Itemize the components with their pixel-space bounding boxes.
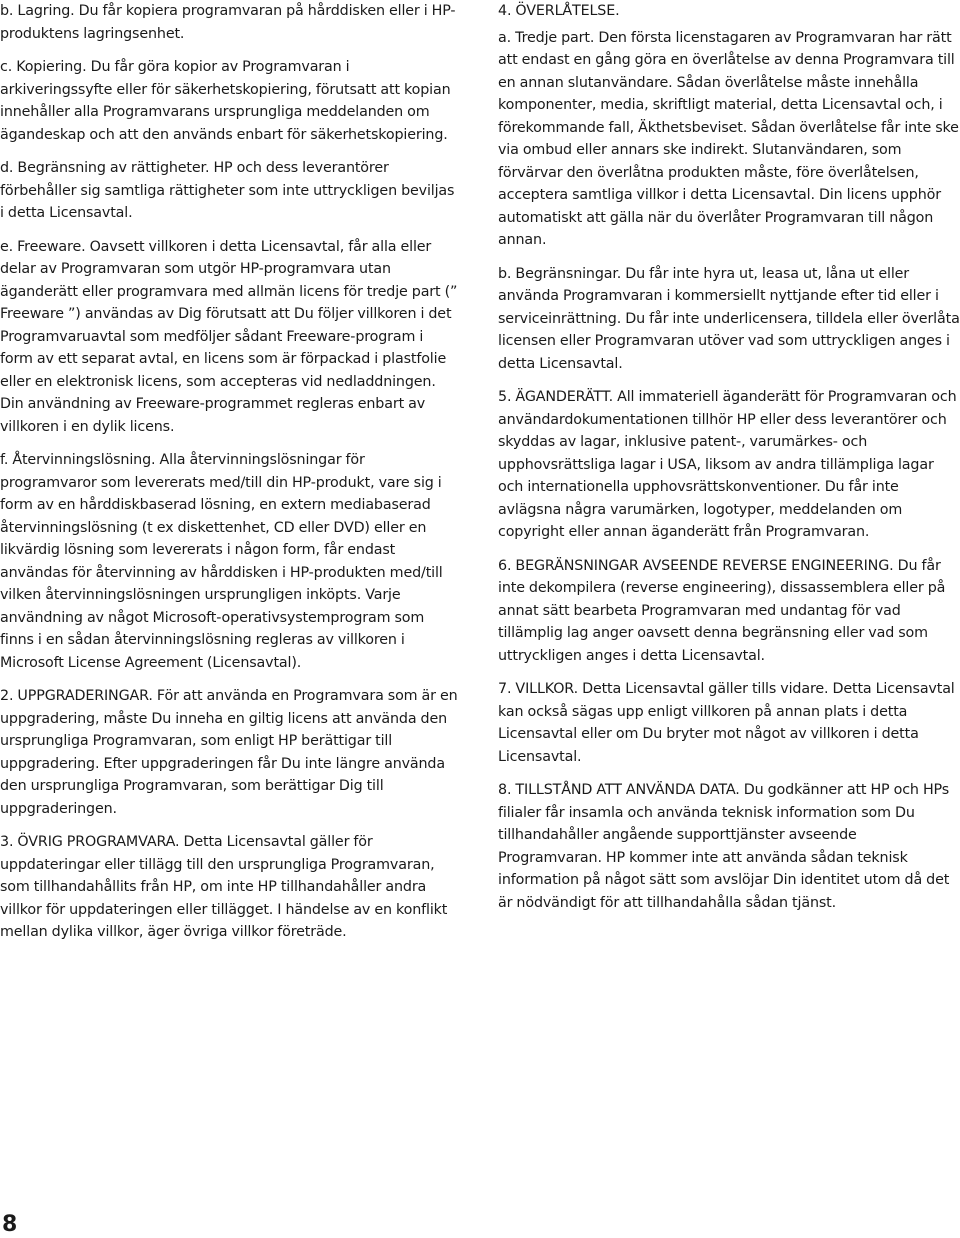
section-7-villkor: [498, 678, 960, 768]
paragraph-heading: a. Tredje part.: [498, 29, 595, 46]
paragraph-heading: e. Freeware.: [0, 238, 86, 255]
right-column: [498, 0, 960, 925]
paragraph-heading: 3. ÖVRIG PROGRAMVARA.: [0, 834, 180, 850]
paragraph-heading: 6. BEGRÄNSNINGAR AVSEENDE REVERSE ENGINEERING.: [498, 557, 894, 574]
paragraph-text: Du får inte hyra ut, leasa ut, låna ut eller använda Programvaran i kommersiellt nyttjande efter tid eller i serviceinrättning. Du får inte underlicensera, tilldela eller överlåta licensen eller Programvaran utöver vad som uttryckligen anges i detta Licensavtal.: [498, 265, 960, 372]
paragraph-heading: 5. ÄGANDERÄTT.: [498, 389, 613, 405]
paragraph-text: Du får inte dekompilera (reverse engineering), dissassemblera eller på annat sätt bearbeta Programvaran med undantag för vad tillämplig lag anger oavsett denna begränsning eller vad som uttryckligen anges i detta Licensavtal.: [498, 557, 946, 664]
section-f-atervinning: [0, 449, 458, 674]
paragraph-heading: d. Begränsning av rättigheter.: [0, 160, 210, 176]
section-6-reverse-engineering: [498, 555, 960, 668]
section-d-begransning: [0, 157, 458, 225]
section-b-lagring: [0, 0, 458, 45]
paragraph-heading: 7. VILLKOR.: [498, 681, 578, 697]
paragraph-text: Du får kopiera programvaran på hårddisken eller i HP-produktens lagringsenhet.: [0, 3, 456, 42]
paragraph-text: Du godkänner att HP och HPs filialer får insamla och använda teknisk information som Du tillhandahåller angående supporttjänster avseende Programvaran. HP kommer inte att använda sådan teknisk information på något sätt som avslöjar Din identitet utom då det är nödvändigt för att tillhandahålla sådan tjänst.: [498, 782, 950, 911]
paragraph-heading: f. Återvinningslösning.: [0, 452, 156, 468]
paragraph-text: Den första licenstagaren av Programvaran har rätt att endast en gång göra en överlåtelse av denna Programvara till en annan slutanvändare. Sådan överlåtelse måste innehålla komponenter, media, skriftligt material, detta Licensavtal och, i förekommande fall, Äkthetsbeviset. Sådan överlåtelse får inte ske via ombud eller annars ske indirekt. Slutanvändaren, som förvärvar den överlåtna produkten måste, före överlåtelsen, acceptera samtliga villkor i detta Licensavtal. Din licens upphör automatiskt att gälla när du överlåter Programvaran till någon annan.: [498, 29, 959, 248]
paragraph-text: HP och dess leverantörer förbehåller sig samtliga rättigheter som inte uttryckligen beviljas i detta Licensavtal.: [0, 160, 455, 221]
left-column: [0, 0, 458, 955]
paragraph-text: Detta Licensavtal gäller för uppdateringar eller tillägg till den ursprungliga Programvaran, som tillhandahållits från HP, om inte HP tillhandahåller andra villkor för uppdateringen eller tillägget. I händelse av en konflikt mellan dylika villkor, äger övriga villkor företräde.: [0, 834, 448, 940]
paragraph-heading: b. Begränsningar.: [498, 265, 622, 282]
page-number: 8: [2, 1212, 18, 1237]
section-4-overlatelse: [498, 0, 960, 23]
paragraph-text: All immateriell äganderätt för Programvaran och användardokumentationen tillhör HP eller dess leverantörer och skyddas av lagar, inklusive patent-, varumärkes- och upphovsrättsliga lagar i USA, liksom av andra tillämpliga lagar och internationella upphovsrättskonventioner. Du får inte avlägsna några varumärken, logotyper, meddelanden om copyright eller annan äganderätt från Programvaran.: [498, 389, 957, 540]
paragraph-heading: c. Kopiering.: [0, 59, 87, 75]
paragraph-heading: b. Lagring.: [0, 3, 75, 19]
paragraph-heading: 2. UPPGRADERINGAR.: [0, 688, 153, 704]
paragraph-text: För att använda en Programvara som är en uppgradering, måste Du inneha en giltig licens att använda den ursprungliga Programvaran, som enligt HP berättigar till uppgradering. Efter uppgraderingen får Du inte längre använda den ursprungliga Programvaran, som berättigar Dig till uppgraderingen.: [0, 688, 458, 817]
paragraph-text: Alla återvinningslösningar för programvaror som levererats med/till din HP-produkt, vare sig i form av en hårddiskbaserad lösning, en extern mediabaserad återvinningslösning (t ex diskettenhet, CD eller DVD) eller en likvärdig lösning som levererats i någon form, får endast användas för återvinning av hårddisken i HP-produkten med/till vilken återvinningslösningen ursprungligen inköpts. Varje användning av något Microsoft-operativsystemprogram som finns i en sådan återvinningslösning regleras av villkoren i Microsoft License Agreement (Licensavtal).: [0, 452, 443, 671]
section-b-begransningar: [498, 263, 960, 376]
paragraph-heading: 8. TILLSTÅND ATT ANVÄNDA DATA.: [498, 782, 740, 798]
paragraph-text: Du får göra kopior av Programvaran i arkiveringssyfte eller för säkerhetskopiering, förutsatt att kopian innehåller alla Programvarans ursprungliga meddelanden om ägandeskap och att den används enbart för säkerhetskopiering.: [0, 59, 451, 143]
section-2-uppgraderingar: [0, 685, 458, 820]
paragraph-text: Detta Licensavtal gäller tills vidare. Detta Licensavtal kan också sägas upp enligt villkoren på annan plats i detta Licensavtal eller om Du bryter mot något av villkoren i detta Licensavtal.: [498, 681, 955, 765]
paragraph-text: Oavsett villkoren i detta Licensavtal, får alla eller delar av Programvaran som utgör HP-programvara utan äganderätt eller programvara med allmän licens för tredje part (” Freeware ”) användas av Dig förutsatt att Du följer villkoren i det Programvaruavtal som medföljer sådant Freeware-program i form av ett separat avtal, en licens som är förpackad i plastfolie eller en elektronisk licens, som accepteras vid nedladdningen. Din användning av Freeware-programmet regleras enbart av villkoren i en dylik licens.: [0, 238, 458, 435]
section-e-freeware: [0, 236, 458, 439]
section-a-tredje-part: [498, 27, 960, 252]
section-8-data: [498, 779, 960, 914]
section-5-aganderatt: [498, 386, 960, 544]
section-c-kopiering: [0, 56, 458, 146]
section-3-ovrig-programvara: [0, 831, 458, 944]
paragraph-heading: 4. ÖVERLÅTELSE.: [498, 3, 620, 19]
